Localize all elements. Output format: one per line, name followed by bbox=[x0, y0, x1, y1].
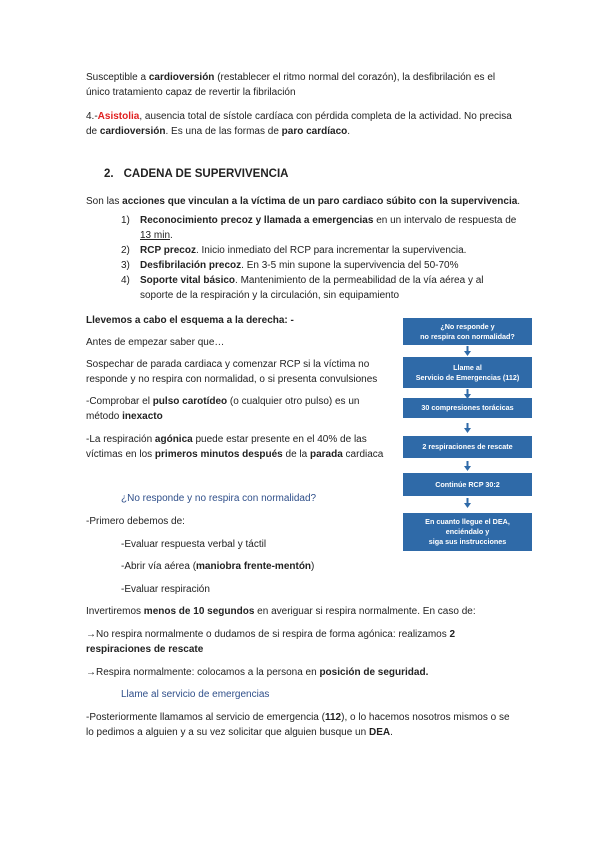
scheme-label: Llevemos a cabo el esquema a la derecha: - bbox=[86, 315, 294, 326]
flow-box-llame bbox=[403, 357, 532, 388]
flow-box-line: enciéndalo y bbox=[445, 527, 490, 536]
flow-box-line: ¿No responde y bbox=[440, 321, 495, 331]
invest-text: Invertiremos menos de 10 segundos en averiguar si respira normalmente. En caso de: bbox=[86, 606, 476, 617]
list-item: 1) Reconocimiento precoz y llamada a emergencias en un intervalo de respuesta de 13 min. bbox=[121, 215, 517, 241]
flow-box-compresiones bbox=[403, 398, 532, 418]
paragraph-cardioversion: Susceptible a cardioversión (restablecer el ritmo normal del corazón), la desfibrilación es el único tratamiento capaz de revertir la fibrilación bbox=[86, 72, 496, 98]
paragraph-posteriormente: -Posteriormente llamamos al servicio de emergencia (112), o lo hacemos nosotros mismos o se lo pedimos a alguien y a su vez solicitar que alguien busque un DEA. bbox=[86, 712, 510, 738]
flow-box-line: Llame al bbox=[453, 362, 482, 372]
arrow-down-icon bbox=[464, 423, 471, 433]
arrow-down-icon bbox=[464, 346, 471, 356]
pulse-text: -Comprobar el pulso carotídeo (o cualquier otro pulso) es un método inexacto bbox=[86, 396, 360, 422]
flow-box-line: 2 respiraciones de rescate bbox=[422, 442, 513, 451]
flow-box-line: Servicio de Emergencias (112) bbox=[415, 372, 520, 382]
list-item: 4) Soporte vital básico. Mantenimiento de la permeabilidad de la vía aérea y al soporte de la respiración y la circulación, sin equipamiento bbox=[121, 275, 484, 301]
flow-box-line: En cuanto llegue el DEA, bbox=[425, 517, 510, 526]
case-respira: →Respira normalmente: colocamos a la persona en posición de seguridad. bbox=[86, 667, 429, 678]
rcp-flowchart bbox=[403, 318, 532, 551]
section-heading: 2. CADENA DE SUPERVIVENCIA bbox=[104, 168, 289, 180]
subheading-llame: Llame al servicio de emergencias bbox=[121, 689, 270, 700]
flow-box-no-responde bbox=[403, 318, 532, 345]
before-text: Antes de empezar saber que… bbox=[86, 337, 225, 348]
flow-box-line: 30 compresiones torácicas bbox=[421, 403, 514, 412]
survival-chain-list bbox=[121, 213, 521, 303]
first-steps-label: -Primero debemos de: bbox=[86, 516, 185, 527]
flow-box-dea bbox=[403, 513, 532, 551]
paragraph-asistolia: 4.-Asistolia, ausencia total de sístole cardíaca con pérdida completa de la actividad. No precisa de cardioversión. Es una de las formas de paro cardíaco. bbox=[86, 111, 512, 137]
flow-box-line: no respira con normalidad? bbox=[420, 331, 515, 341]
flow-box-line: Continúe RCP 30:2 bbox=[435, 479, 500, 489]
flow-box-continue bbox=[403, 473, 532, 496]
arrow-right-icon: → bbox=[86, 667, 96, 678]
arrow-right-icon: → bbox=[86, 629, 96, 640]
case-no-respira: →No respira normalmente o dudamos de si respira de forma agónica: realizamos 2 respiraciones de rescate bbox=[86, 629, 456, 655]
flow-box-line: siga sus instrucciones bbox=[428, 537, 507, 546]
step-abrir-via: -Abrir vía aérea (maniobra frente-mentón) bbox=[121, 561, 315, 572]
breath-text: -La respiración agónica puede estar presente en el 40% de las víctimas en los primeros minutos después de la parada cardiaca bbox=[86, 434, 384, 460]
subheading-no-responde: ¿No responde y no respira con normalidad? bbox=[121, 493, 317, 504]
arrow-down-icon bbox=[464, 461, 471, 471]
list-item: 2) RCP precoz. Inicio inmediato del RCP para incrementar la supervivencia. bbox=[121, 245, 467, 256]
suspect-text: Sospechar de parada cardiaca y comenzar RCP si la víctima no responde y no respira con normalidad, o si presenta convulsiones bbox=[86, 359, 378, 385]
intro-text: Son las acciones que vinculan a la víctima de un paro cardiaco súbito con la supervivencia. bbox=[86, 196, 521, 207]
list-item: 3) Desfibrilación precoz. En 3-5 min supone la supervivencia del 50-70% bbox=[121, 260, 459, 271]
arrow-down-icon bbox=[464, 498, 471, 508]
step-evaluar-respuesta: -Evaluar respuesta verbal y táctil bbox=[121, 539, 267, 550]
step-evaluar-respiracion: -Evaluar respiración bbox=[121, 584, 210, 595]
flow-box-respiraciones bbox=[403, 436, 532, 458]
